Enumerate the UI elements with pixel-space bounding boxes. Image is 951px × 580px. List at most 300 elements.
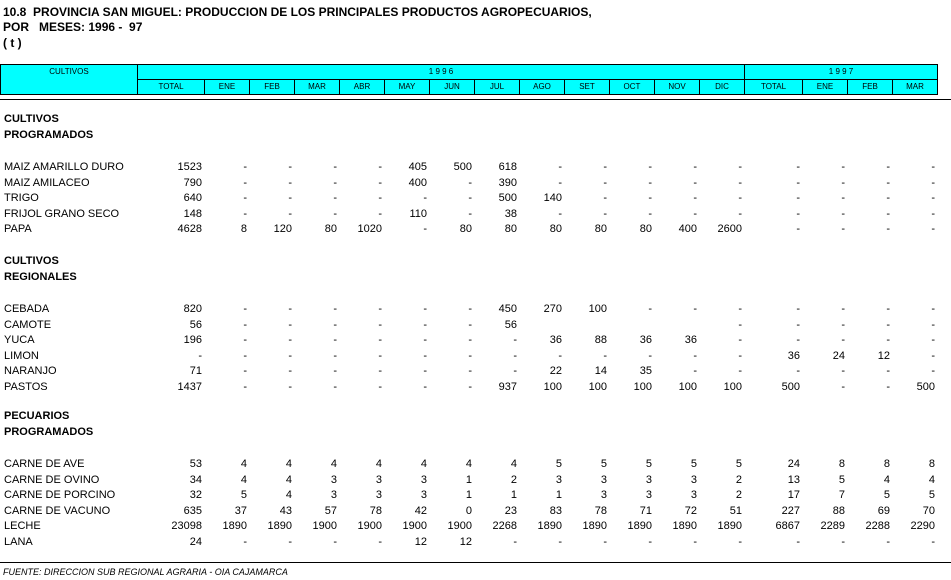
table-cell: - bbox=[648, 303, 652, 315]
table-cell: 450 bbox=[498, 303, 517, 315]
table-cell: 3 bbox=[420, 474, 427, 486]
table-cell: - bbox=[423, 223, 427, 235]
table-cell: - bbox=[796, 177, 800, 189]
table-cell: - bbox=[468, 303, 472, 315]
table-cell: - bbox=[333, 381, 337, 393]
table-cell: 148 bbox=[183, 208, 202, 220]
table-cell: 4 bbox=[285, 458, 292, 470]
table-cell: 78 bbox=[594, 505, 607, 517]
table-cell: - bbox=[886, 161, 890, 173]
table-cell: 227 bbox=[781, 505, 800, 517]
header-col-0: TOTAL bbox=[138, 80, 205, 95]
table-cell: 2288 bbox=[865, 520, 890, 532]
header-col-16: MAR bbox=[893, 80, 938, 95]
table-cell: 1900 bbox=[357, 520, 382, 532]
row-label: CARNE DE VACUNO bbox=[4, 505, 111, 517]
table-cell: - bbox=[468, 177, 472, 189]
table-cell: 1 bbox=[465, 474, 472, 486]
table-cell: 270 bbox=[543, 303, 562, 315]
table-cell: - bbox=[603, 161, 607, 173]
table-cell: 24 bbox=[832, 350, 845, 362]
table-cell: 635 bbox=[183, 505, 202, 517]
section-heading: CULTIVOS bbox=[4, 255, 59, 267]
table-cell: 500 bbox=[498, 192, 517, 204]
table-cell: 5 bbox=[928, 489, 935, 501]
table-cell: - bbox=[841, 161, 845, 173]
table-cell: - bbox=[796, 334, 800, 346]
table-cell: - bbox=[693, 303, 697, 315]
section-subheading: PROGRAMADOS bbox=[4, 129, 94, 141]
table-cell: 8 bbox=[838, 458, 845, 470]
table-cell: - bbox=[738, 319, 742, 331]
table-cell: 1890 bbox=[627, 520, 652, 532]
row-label: MAIZ AMILACEO bbox=[4, 177, 90, 189]
table-cell: 80 bbox=[639, 223, 652, 235]
table-cell: 100 bbox=[723, 381, 742, 393]
table-cell: - bbox=[333, 177, 337, 189]
table-cell: - bbox=[693, 365, 697, 377]
table-cell: 500 bbox=[781, 381, 800, 393]
table-cell: 36 bbox=[639, 334, 652, 346]
section-subheading: REGIONALES bbox=[4, 271, 77, 283]
table-cell: 6867 bbox=[775, 520, 800, 532]
header-col-10: OCT bbox=[610, 80, 655, 95]
table-cell: 88 bbox=[832, 505, 845, 517]
table-cell: - bbox=[648, 536, 652, 548]
table-cell: 80 bbox=[594, 223, 607, 235]
table-cell: 2 bbox=[735, 474, 742, 486]
table-cell: - bbox=[738, 177, 742, 189]
row-label: CEBADA bbox=[4, 303, 50, 315]
table-cell: 36 bbox=[549, 334, 562, 346]
table-cell: - bbox=[738, 303, 742, 315]
table-cell: - bbox=[886, 192, 890, 204]
table-cell: 53 bbox=[189, 458, 202, 470]
table-cell: - bbox=[243, 334, 247, 346]
table-cell: - bbox=[243, 536, 247, 548]
table-cell: - bbox=[378, 334, 382, 346]
row-label: PAPA bbox=[4, 223, 32, 235]
table-cell: 790 bbox=[183, 177, 202, 189]
table-cell: 2 bbox=[735, 489, 742, 501]
header-year-1997: 1 9 9 7 bbox=[745, 65, 938, 80]
row-label: TRIGO bbox=[4, 192, 39, 204]
table-cell: 100 bbox=[588, 381, 607, 393]
row-label: MAIZ AMARILLO DURO bbox=[4, 161, 124, 173]
table-cell: - bbox=[931, 365, 935, 377]
table-cell: - bbox=[378, 208, 382, 220]
row-label: CARNE DE PORCINO bbox=[4, 489, 116, 501]
table-cell: - bbox=[243, 177, 247, 189]
table-cell: - bbox=[333, 365, 337, 377]
table-cell: - bbox=[558, 350, 562, 362]
table-cell: 5 bbox=[555, 458, 562, 470]
table-cell: 3 bbox=[645, 489, 652, 501]
header-col-2: FEB bbox=[250, 80, 295, 95]
table-cell: 1 bbox=[465, 489, 472, 501]
table-cell: 390 bbox=[498, 177, 517, 189]
table-cell: - bbox=[796, 536, 800, 548]
table-cell: 4628 bbox=[177, 223, 202, 235]
row-label: LANA bbox=[4, 536, 33, 548]
table-cell: 100 bbox=[588, 303, 607, 315]
header-col-14: ENE bbox=[803, 80, 848, 95]
header-col-4: ABR bbox=[340, 80, 385, 95]
table-cell: - bbox=[648, 161, 652, 173]
table-cell: - bbox=[378, 365, 382, 377]
table-cell: - bbox=[423, 192, 427, 204]
table-cell: 80 bbox=[549, 223, 562, 235]
table-cell: - bbox=[693, 208, 697, 220]
table-cell: 1020 bbox=[357, 223, 382, 235]
table-cell: - bbox=[378, 161, 382, 173]
table-cell: 1900 bbox=[447, 520, 472, 532]
table-cell: - bbox=[841, 334, 845, 346]
table-cell: 2268 bbox=[492, 520, 517, 532]
table-cell: 618 bbox=[498, 161, 517, 173]
table-cell: 1890 bbox=[222, 520, 247, 532]
header-col-5: MAY bbox=[385, 80, 430, 95]
table-cell: - bbox=[468, 319, 472, 331]
table-cell: 1 bbox=[510, 489, 517, 501]
table-cell: - bbox=[288, 177, 292, 189]
table-cell: 4 bbox=[240, 474, 247, 486]
table-cell: 120 bbox=[273, 223, 292, 235]
section-subheading: PROGRAMADOS bbox=[4, 426, 94, 438]
table-cell: 13 bbox=[787, 474, 800, 486]
table-cell: 3 bbox=[600, 474, 607, 486]
table-cell: - bbox=[841, 177, 845, 189]
row-label: NARANJO bbox=[4, 365, 57, 377]
table-cell: - bbox=[333, 319, 337, 331]
table-cell: - bbox=[333, 303, 337, 315]
header-col-1: ENE bbox=[205, 80, 250, 95]
table-cell: - bbox=[693, 161, 697, 173]
row-label: CAMOTE bbox=[4, 319, 52, 331]
table-cell: - bbox=[931, 536, 935, 548]
table-cell: 1 bbox=[555, 489, 562, 501]
table-cell: - bbox=[841, 536, 845, 548]
table-cell: - bbox=[841, 192, 845, 204]
table-cell: - bbox=[558, 208, 562, 220]
table-cell: 24 bbox=[189, 536, 202, 548]
table-cell: - bbox=[841, 303, 845, 315]
table-cell: - bbox=[886, 303, 890, 315]
table-cell: - bbox=[243, 365, 247, 377]
table-cell: 32 bbox=[189, 489, 202, 501]
table-cell: 5 bbox=[883, 489, 890, 501]
table-cell: - bbox=[841, 381, 845, 393]
table-cell: 23098 bbox=[171, 520, 202, 532]
table-cell: 69 bbox=[877, 505, 890, 517]
table-cell: - bbox=[333, 192, 337, 204]
table-cell: - bbox=[243, 208, 247, 220]
table-cell: - bbox=[288, 365, 292, 377]
table-cell: - bbox=[931, 223, 935, 235]
table-cell: 88 bbox=[594, 334, 607, 346]
table-cell: 70 bbox=[922, 505, 935, 517]
table-cell: - bbox=[648, 177, 652, 189]
table-cell: 2289 bbox=[820, 520, 845, 532]
table-cell: - bbox=[841, 319, 845, 331]
table-cell: 12 bbox=[877, 350, 890, 362]
table-cell: - bbox=[288, 192, 292, 204]
table-cell: 5 bbox=[735, 458, 742, 470]
table-cell: - bbox=[931, 192, 935, 204]
table-cell: 57 bbox=[324, 505, 337, 517]
table-cell: 3 bbox=[555, 474, 562, 486]
table-cell: - bbox=[738, 334, 742, 346]
table-cell: - bbox=[423, 365, 427, 377]
table-cell: - bbox=[648, 350, 652, 362]
table-cell: - bbox=[886, 223, 890, 235]
table-cell: - bbox=[378, 350, 382, 362]
table-cell: - bbox=[738, 161, 742, 173]
row-label: FRIJOL GRANO SECO bbox=[4, 208, 120, 220]
table-cell: - bbox=[796, 319, 800, 331]
table-cell: - bbox=[288, 208, 292, 220]
table-cell: 7 bbox=[838, 489, 845, 501]
table-cell: 3 bbox=[690, 474, 697, 486]
header-cultivos: CULTIVOS bbox=[1, 65, 138, 95]
section-heading: CULTIVOS bbox=[4, 113, 59, 125]
table-cell: - bbox=[333, 334, 337, 346]
table-cell: 500 bbox=[453, 161, 472, 173]
table-cell: 4 bbox=[285, 489, 292, 501]
table-cell: - bbox=[243, 192, 247, 204]
row-label: LECHE bbox=[4, 520, 41, 532]
source-note: FUENTE: DIRECCION SUB REGIONAL AGRARIA - OIA CAJAMARCA bbox=[3, 567, 288, 577]
table-cell: 500 bbox=[916, 381, 935, 393]
table-cell: 8 bbox=[928, 458, 935, 470]
table-cell: 100 bbox=[543, 381, 562, 393]
table-cell: 4 bbox=[883, 474, 890, 486]
table-cell: - bbox=[378, 319, 382, 331]
table-cell: 3 bbox=[645, 474, 652, 486]
table-cell: - bbox=[738, 365, 742, 377]
table-cell: 23 bbox=[504, 505, 517, 517]
table-cell: 4 bbox=[420, 458, 427, 470]
table-cell: 0 bbox=[465, 505, 472, 517]
header-col-3: MAR bbox=[295, 80, 340, 95]
table-cell: 36 bbox=[787, 350, 800, 362]
table-cell: - bbox=[513, 350, 517, 362]
table-cell: - bbox=[333, 161, 337, 173]
table-cell: - bbox=[931, 177, 935, 189]
table-cell: - bbox=[931, 350, 935, 362]
table-cell: 38 bbox=[504, 208, 517, 220]
table-cell: - bbox=[378, 536, 382, 548]
table-cell: 17 bbox=[787, 489, 800, 501]
table-cell: 100 bbox=[678, 381, 697, 393]
header-col-6: JUN bbox=[430, 80, 475, 95]
table-cell: - bbox=[558, 536, 562, 548]
table-title-line2: POR MESES: 1996 - 97 bbox=[3, 20, 143, 34]
table-cell: - bbox=[468, 381, 472, 393]
table-cell: 400 bbox=[678, 223, 697, 235]
table-cell: - bbox=[603, 350, 607, 362]
table-cell: - bbox=[648, 208, 652, 220]
table-cell: - bbox=[513, 536, 517, 548]
table-cell: 5 bbox=[600, 458, 607, 470]
table-cell: 83 bbox=[549, 505, 562, 517]
table-cell: 400 bbox=[408, 177, 427, 189]
table-cell: 1890 bbox=[672, 520, 697, 532]
table-cell: - bbox=[886, 536, 890, 548]
table-cell: 1890 bbox=[267, 520, 292, 532]
table-cell: - bbox=[198, 350, 202, 362]
table-cell: 4 bbox=[285, 474, 292, 486]
header-year-1996: 1 9 9 6 bbox=[138, 65, 745, 80]
table-cell: 56 bbox=[189, 319, 202, 331]
table-cell: - bbox=[468, 192, 472, 204]
table-cell: 937 bbox=[498, 381, 517, 393]
table-cell: - bbox=[738, 536, 742, 548]
table-cell: - bbox=[288, 161, 292, 173]
table-cell: - bbox=[423, 334, 427, 346]
table-cell: 1523 bbox=[177, 161, 202, 173]
table-cell: 43 bbox=[279, 505, 292, 517]
table-cell: 24 bbox=[787, 458, 800, 470]
table-cell: - bbox=[378, 381, 382, 393]
header-col-12: DIC bbox=[700, 80, 745, 95]
table-cell: - bbox=[288, 350, 292, 362]
table-cell: 1437 bbox=[177, 381, 202, 393]
table-cell: 4 bbox=[240, 458, 247, 470]
table-cell: 2290 bbox=[910, 520, 935, 532]
table-cell: 80 bbox=[324, 223, 337, 235]
table-cell: 71 bbox=[189, 365, 202, 377]
table-cell: - bbox=[333, 536, 337, 548]
table-cell: 4 bbox=[330, 458, 337, 470]
table-cell: - bbox=[288, 334, 292, 346]
table-cell: - bbox=[738, 192, 742, 204]
table-cell: - bbox=[886, 334, 890, 346]
table-cell: 71 bbox=[639, 505, 652, 517]
row-label: YUCA bbox=[4, 334, 35, 346]
header-col-13: TOTAL bbox=[745, 80, 803, 95]
table-cell: 12 bbox=[414, 536, 427, 548]
table-cell: - bbox=[603, 192, 607, 204]
table-cell: - bbox=[693, 536, 697, 548]
table-cell: - bbox=[931, 208, 935, 220]
table-cell: 4 bbox=[928, 474, 935, 486]
table-cell: 196 bbox=[183, 334, 202, 346]
table-cell: 4 bbox=[510, 458, 517, 470]
table-cell: - bbox=[738, 208, 742, 220]
table-cell: 3 bbox=[690, 489, 697, 501]
table-cell: - bbox=[243, 319, 247, 331]
table-cell: - bbox=[423, 381, 427, 393]
table-cell: - bbox=[796, 365, 800, 377]
table-cell: - bbox=[288, 381, 292, 393]
table-cell: 22 bbox=[549, 365, 562, 377]
table-cell: 820 bbox=[183, 303, 202, 315]
table-cell: 80 bbox=[504, 223, 517, 235]
row-label: CARNE DE AVE bbox=[4, 458, 85, 470]
table-cell: - bbox=[796, 161, 800, 173]
table-cell: 12 bbox=[459, 536, 472, 548]
header-col-11: NOV bbox=[655, 80, 700, 95]
table-cell: - bbox=[378, 192, 382, 204]
header-col-9: SET bbox=[565, 80, 610, 95]
table-cell: - bbox=[603, 536, 607, 548]
table-cell: - bbox=[886, 319, 890, 331]
table-cell: - bbox=[693, 350, 697, 362]
header-col-15: FEB bbox=[848, 80, 893, 95]
table-cell: - bbox=[648, 192, 652, 204]
table-cell: - bbox=[513, 334, 517, 346]
table-cell: - bbox=[886, 381, 890, 393]
table-cell: 2600 bbox=[717, 223, 742, 235]
table-cell: 8 bbox=[240, 223, 247, 235]
table-cell: - bbox=[886, 177, 890, 189]
table-cell: - bbox=[931, 161, 935, 173]
table-cell: - bbox=[288, 303, 292, 315]
row-label: CARNE DE OVINO bbox=[4, 474, 100, 486]
table-cell: - bbox=[693, 177, 697, 189]
table-cell: - bbox=[841, 223, 845, 235]
table-cell: 3 bbox=[330, 489, 337, 501]
table-cell: 3 bbox=[420, 489, 427, 501]
table-cell: 1900 bbox=[312, 520, 337, 532]
table-cell: 5 bbox=[838, 474, 845, 486]
table-cell: - bbox=[841, 208, 845, 220]
footer-rule bbox=[0, 562, 951, 563]
table-cell: - bbox=[931, 303, 935, 315]
table-cell: - bbox=[558, 177, 562, 189]
table-cell: 5 bbox=[240, 489, 247, 501]
table-cell: 72 bbox=[684, 505, 697, 517]
table-cell: 100 bbox=[633, 381, 652, 393]
table-cell: - bbox=[603, 208, 607, 220]
table-cell: 1890 bbox=[582, 520, 607, 532]
table-cell: - bbox=[886, 365, 890, 377]
table-cell: - bbox=[693, 192, 697, 204]
table-cell: - bbox=[796, 303, 800, 315]
table-cell: 2 bbox=[510, 474, 517, 486]
table-cell: 36 bbox=[684, 334, 697, 346]
table-cell: 1890 bbox=[717, 520, 742, 532]
table-cell: 1900 bbox=[402, 520, 427, 532]
table-cell: 405 bbox=[408, 161, 427, 173]
table-cell: - bbox=[738, 350, 742, 362]
table-cell: 3 bbox=[375, 489, 382, 501]
table-cell: - bbox=[243, 350, 247, 362]
table-cell: - bbox=[423, 319, 427, 331]
table-cell: 640 bbox=[183, 192, 202, 204]
table-cell: 8 bbox=[883, 458, 890, 470]
table-cell: 37 bbox=[234, 505, 247, 517]
table-cell: 1890 bbox=[537, 520, 562, 532]
table-cell: - bbox=[931, 319, 935, 331]
table-cell: - bbox=[468, 350, 472, 362]
header-col-7: JUL bbox=[475, 80, 520, 95]
table-cell: - bbox=[931, 334, 935, 346]
table-cell: 80 bbox=[459, 223, 472, 235]
table-cell: - bbox=[796, 223, 800, 235]
table-cell: - bbox=[513, 365, 517, 377]
table-cell: - bbox=[243, 303, 247, 315]
table-cell: 78 bbox=[369, 505, 382, 517]
table-cell: 3 bbox=[600, 489, 607, 501]
table-cell: - bbox=[288, 319, 292, 331]
table-cell: 3 bbox=[375, 474, 382, 486]
table-cell: - bbox=[243, 381, 247, 393]
table-cell: 14 bbox=[594, 365, 607, 377]
table-cell: - bbox=[558, 161, 562, 173]
table-cell: - bbox=[423, 303, 427, 315]
